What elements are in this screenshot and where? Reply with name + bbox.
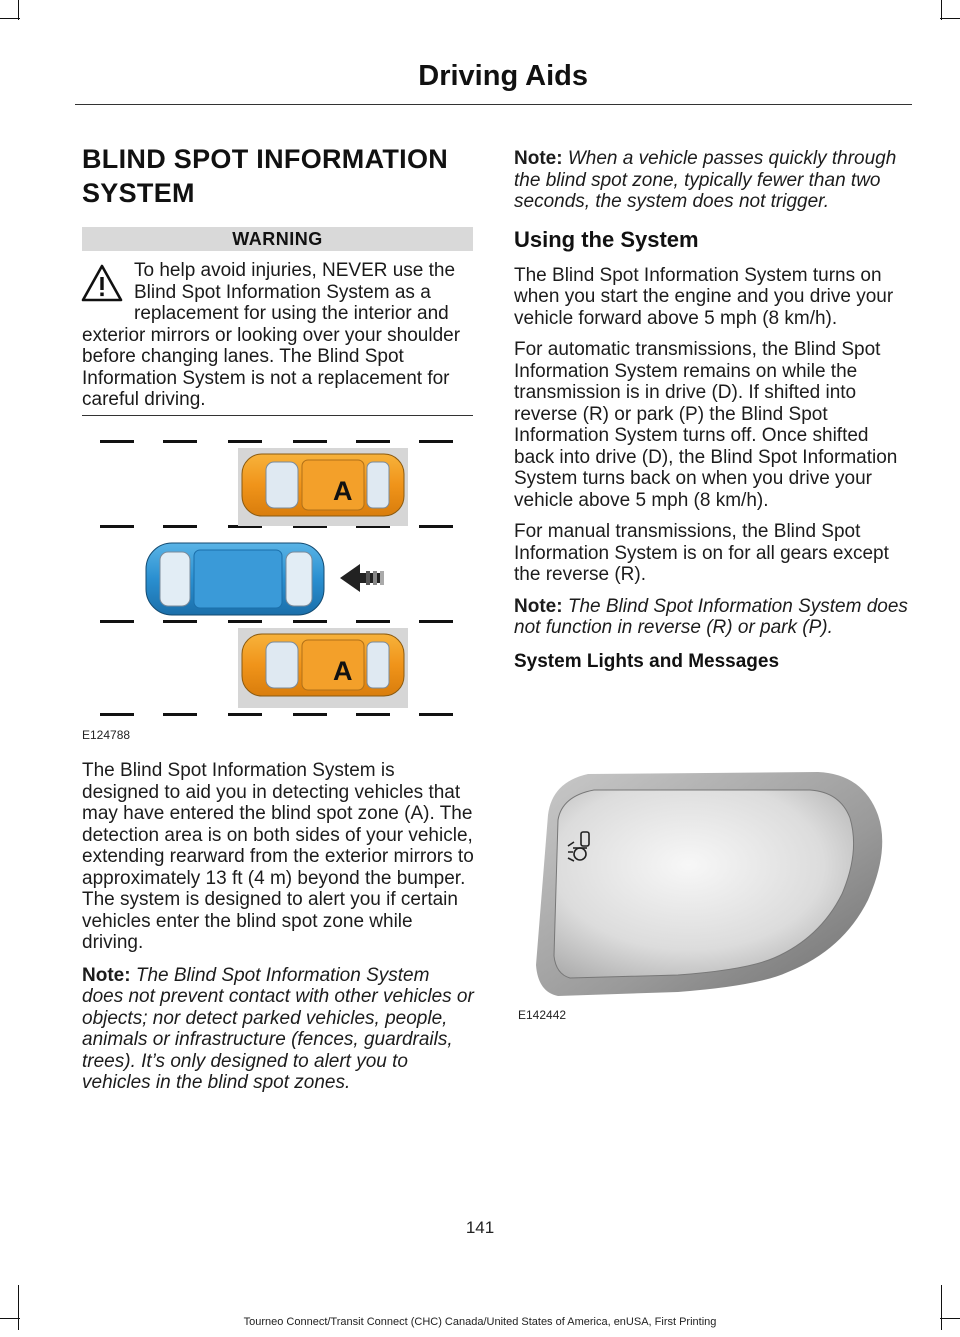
figure-id: E142442	[518, 1008, 567, 1022]
zone-label-a-lower: A	[333, 656, 353, 686]
crop-mark	[0, 18, 20, 19]
crop-mark	[941, 0, 942, 20]
crop-mark	[940, 18, 960, 19]
footer-text: Tourneo Connect/Transit Connect (CHC) Canada/United States of America, enUSA, First Printing	[243, 1316, 717, 1328]
arrow-left-icon	[340, 564, 384, 592]
note-paragraph	[514, 148, 909, 213]
lane-marking-row	[100, 440, 453, 443]
blind-spot-zone-figure	[90, 430, 470, 725]
crop-mark	[18, 0, 19, 20]
lane-marking-row	[100, 620, 453, 623]
subheading-using-system: Using the System	[514, 226, 699, 252]
header-rule	[75, 104, 912, 105]
note-text: The Blind Spot Information System does not prevent contact with other vehicles or objects; nor detect parked vehicles, people, animals or infrastructure (fences, guardrails, trees). It’s only designed to alert you to vehicles in the blind spot zones.	[82, 964, 474, 1093]
orange-vehicle-upper	[242, 454, 404, 516]
note-label: Note:	[514, 148, 563, 169]
subheading-lights-messages: System Lights and Messages	[514, 650, 780, 672]
warning-label: WARNING	[82, 227, 473, 251]
note-text: When a vehicle passes quickly through the blind spot zone, typically fewer than two seconds, the system does not trigger.	[514, 148, 897, 212]
side-mirror-figure	[518, 760, 898, 1000]
left-text-column	[82, 760, 475, 1104]
orange-vehicle-lower	[242, 634, 404, 696]
lane-marking-row	[100, 713, 453, 716]
paragraph: For automatic transmissions, the Blind Spot Information System remains on while the transmission is in drive (D). If shifted into reverse (R) or park (P) the Blind Spot Information System turns off. Once shifted back into drive (D), the Blind Spot Information System turns back on when you drive your vehicle above 5 mph (8 km/h).	[514, 339, 898, 511]
right-text-column	[514, 148, 909, 672]
note-paragraph	[82, 965, 475, 1094]
blue-vehicle	[146, 543, 324, 615]
zone-label-a-upper: A	[333, 476, 353, 506]
note-text: The Blind Spot Information System does not function in reverse (R) or park (P).	[514, 595, 908, 638]
page-heading: BLIND SPOT INFORMATION SYSTEM	[82, 144, 449, 208]
page-number: 141	[465, 1218, 495, 1237]
intro-paragraph: The Blind Spot Information System is designed to aid you in detecting vehicles that may have entered the blind spot zone (A). The detection area is on both sides of your vehicle, extending rearward from the exterior mirrors to approximately 13 ft (4 m) beyond the bumper. The system is designed to alert you if certain vehicles enter the blind spot zone while driving.	[82, 760, 474, 953]
note-paragraph	[514, 596, 909, 639]
figure-id: E124788	[82, 728, 131, 742]
warning-text: To help avoid injuries, NEVER use the Blind Spot Information System as a replacement for using the interior and exterior mirrors or looking over your shoulder before changing lanes. The Blind Spot Information System is not a replacement for careful driving.	[82, 260, 461, 410]
warning-rule	[82, 415, 473, 416]
note-label: Note:	[82, 964, 131, 986]
section-title: Driving Aids	[418, 60, 588, 92]
note-label: Note:	[514, 595, 563, 617]
paragraph: The Blind Spot Information System turns on when you start the engine and you drive your vehicle forward above 5 mph (8 km/h).	[514, 264, 894, 329]
paragraph: For manual transmissions, the Blind Spot Information System is on for all gears except the reverse (R).	[514, 521, 889, 585]
